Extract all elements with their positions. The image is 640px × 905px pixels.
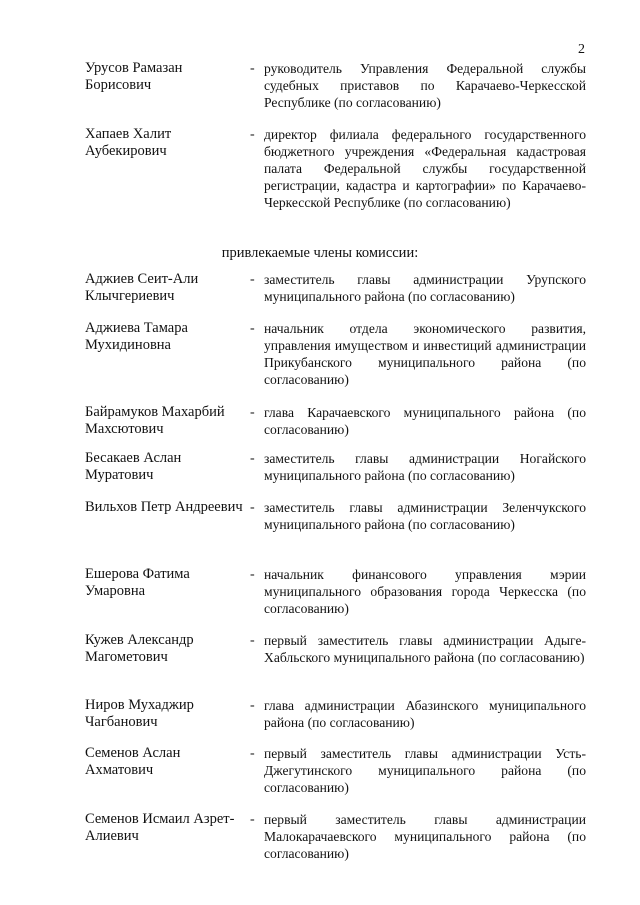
member-position: заместитель главы администрации Зеленчукского муниципального района (по согласованию) — [264, 500, 586, 532]
dash-separator: - — [250, 272, 255, 287]
member-name: Хапаев Халит Аубекирович — [85, 126, 172, 159]
member-name: Ниров Мухаджир Чагбанович — [85, 697, 194, 730]
member-position: начальник финансового управления мэрии муниципального образования города Черкесска (по согласованию) — [264, 567, 586, 616]
dash-separator: - — [250, 698, 255, 713]
dash-separator: - — [250, 405, 255, 420]
member-position: первый заместитель главы администрации Усть-Джегутинского муниципального района (по согласованию) — [264, 746, 586, 795]
member-name: Ешерова Фатима Умаровна — [85, 566, 190, 599]
dash-separator: - — [250, 451, 255, 466]
dash-separator: - — [250, 321, 255, 336]
member-position: директор филиала федерального государственного бюджетного учреждения «Федеральная кадастровая палата Федеральной службы государственной регистрации, кадастра и картографии» по Карачаево-Черкесской Республике (по согласованию) — [264, 127, 586, 210]
dash-separator: - — [250, 127, 255, 142]
member-name: Семенов Исмаил Азрет-Алиевич — [85, 811, 235, 844]
member-position: глава Карачаевского муниципального района (по согласованию) — [264, 405, 586, 437]
member-position: заместитель главы администрации Ногайского муниципального района (по согласованию) — [264, 451, 586, 483]
member-name: Бесакаев Аслан Муратович — [85, 450, 182, 483]
dash-separator: - — [250, 746, 255, 761]
dash-separator: - — [250, 567, 255, 582]
member-name: Вильхов Петр Андреевич — [85, 499, 243, 515]
member-position: глава администрации Абазинского муниципального района (по согласованию) — [264, 698, 586, 730]
member-position: заместитель главы администрации Урупского муниципального района (по согласованию) — [264, 272, 586, 304]
member-position: первый заместитель главы администрации Адыге-Хабльского муниципального района (по согласованию) — [264, 633, 586, 665]
member-name: Кужев Александр Магометович — [85, 632, 194, 665]
dash-separator: - — [250, 812, 255, 827]
member-name: Байрамуков Махарбий Махсютович — [85, 404, 225, 437]
member-name: Урусов Рамазан Борисович — [85, 60, 183, 93]
member-name: Аджиев Сеит-Али Клычгериевич — [85, 271, 199, 304]
dash-separator: - — [250, 633, 255, 648]
dash-separator: - — [250, 61, 255, 76]
member-position: руководитель Управления Федеральной службы судебных приставов по Карачаево-Черкесской Республике (по согласованию) — [264, 61, 586, 110]
member-position: первый заместитель главы администрации Малокарачаевского муниципального района (по согласованию) — [264, 812, 586, 861]
member-name: Аджиева Тамара Мухидиновна — [85, 320, 188, 353]
page-number: 2 — [578, 42, 585, 57]
dash-separator: - — [250, 500, 255, 515]
member-position: начальник отдела экономического развития, управления имуществом и инвестиций администрации Прикубанского муниципального района (по согласованию) — [264, 321, 586, 387]
section-heading: привлекаемые члены комиссии: — [221, 245, 419, 261]
member-name: Семенов Аслан Ахматович — [85, 745, 181, 778]
